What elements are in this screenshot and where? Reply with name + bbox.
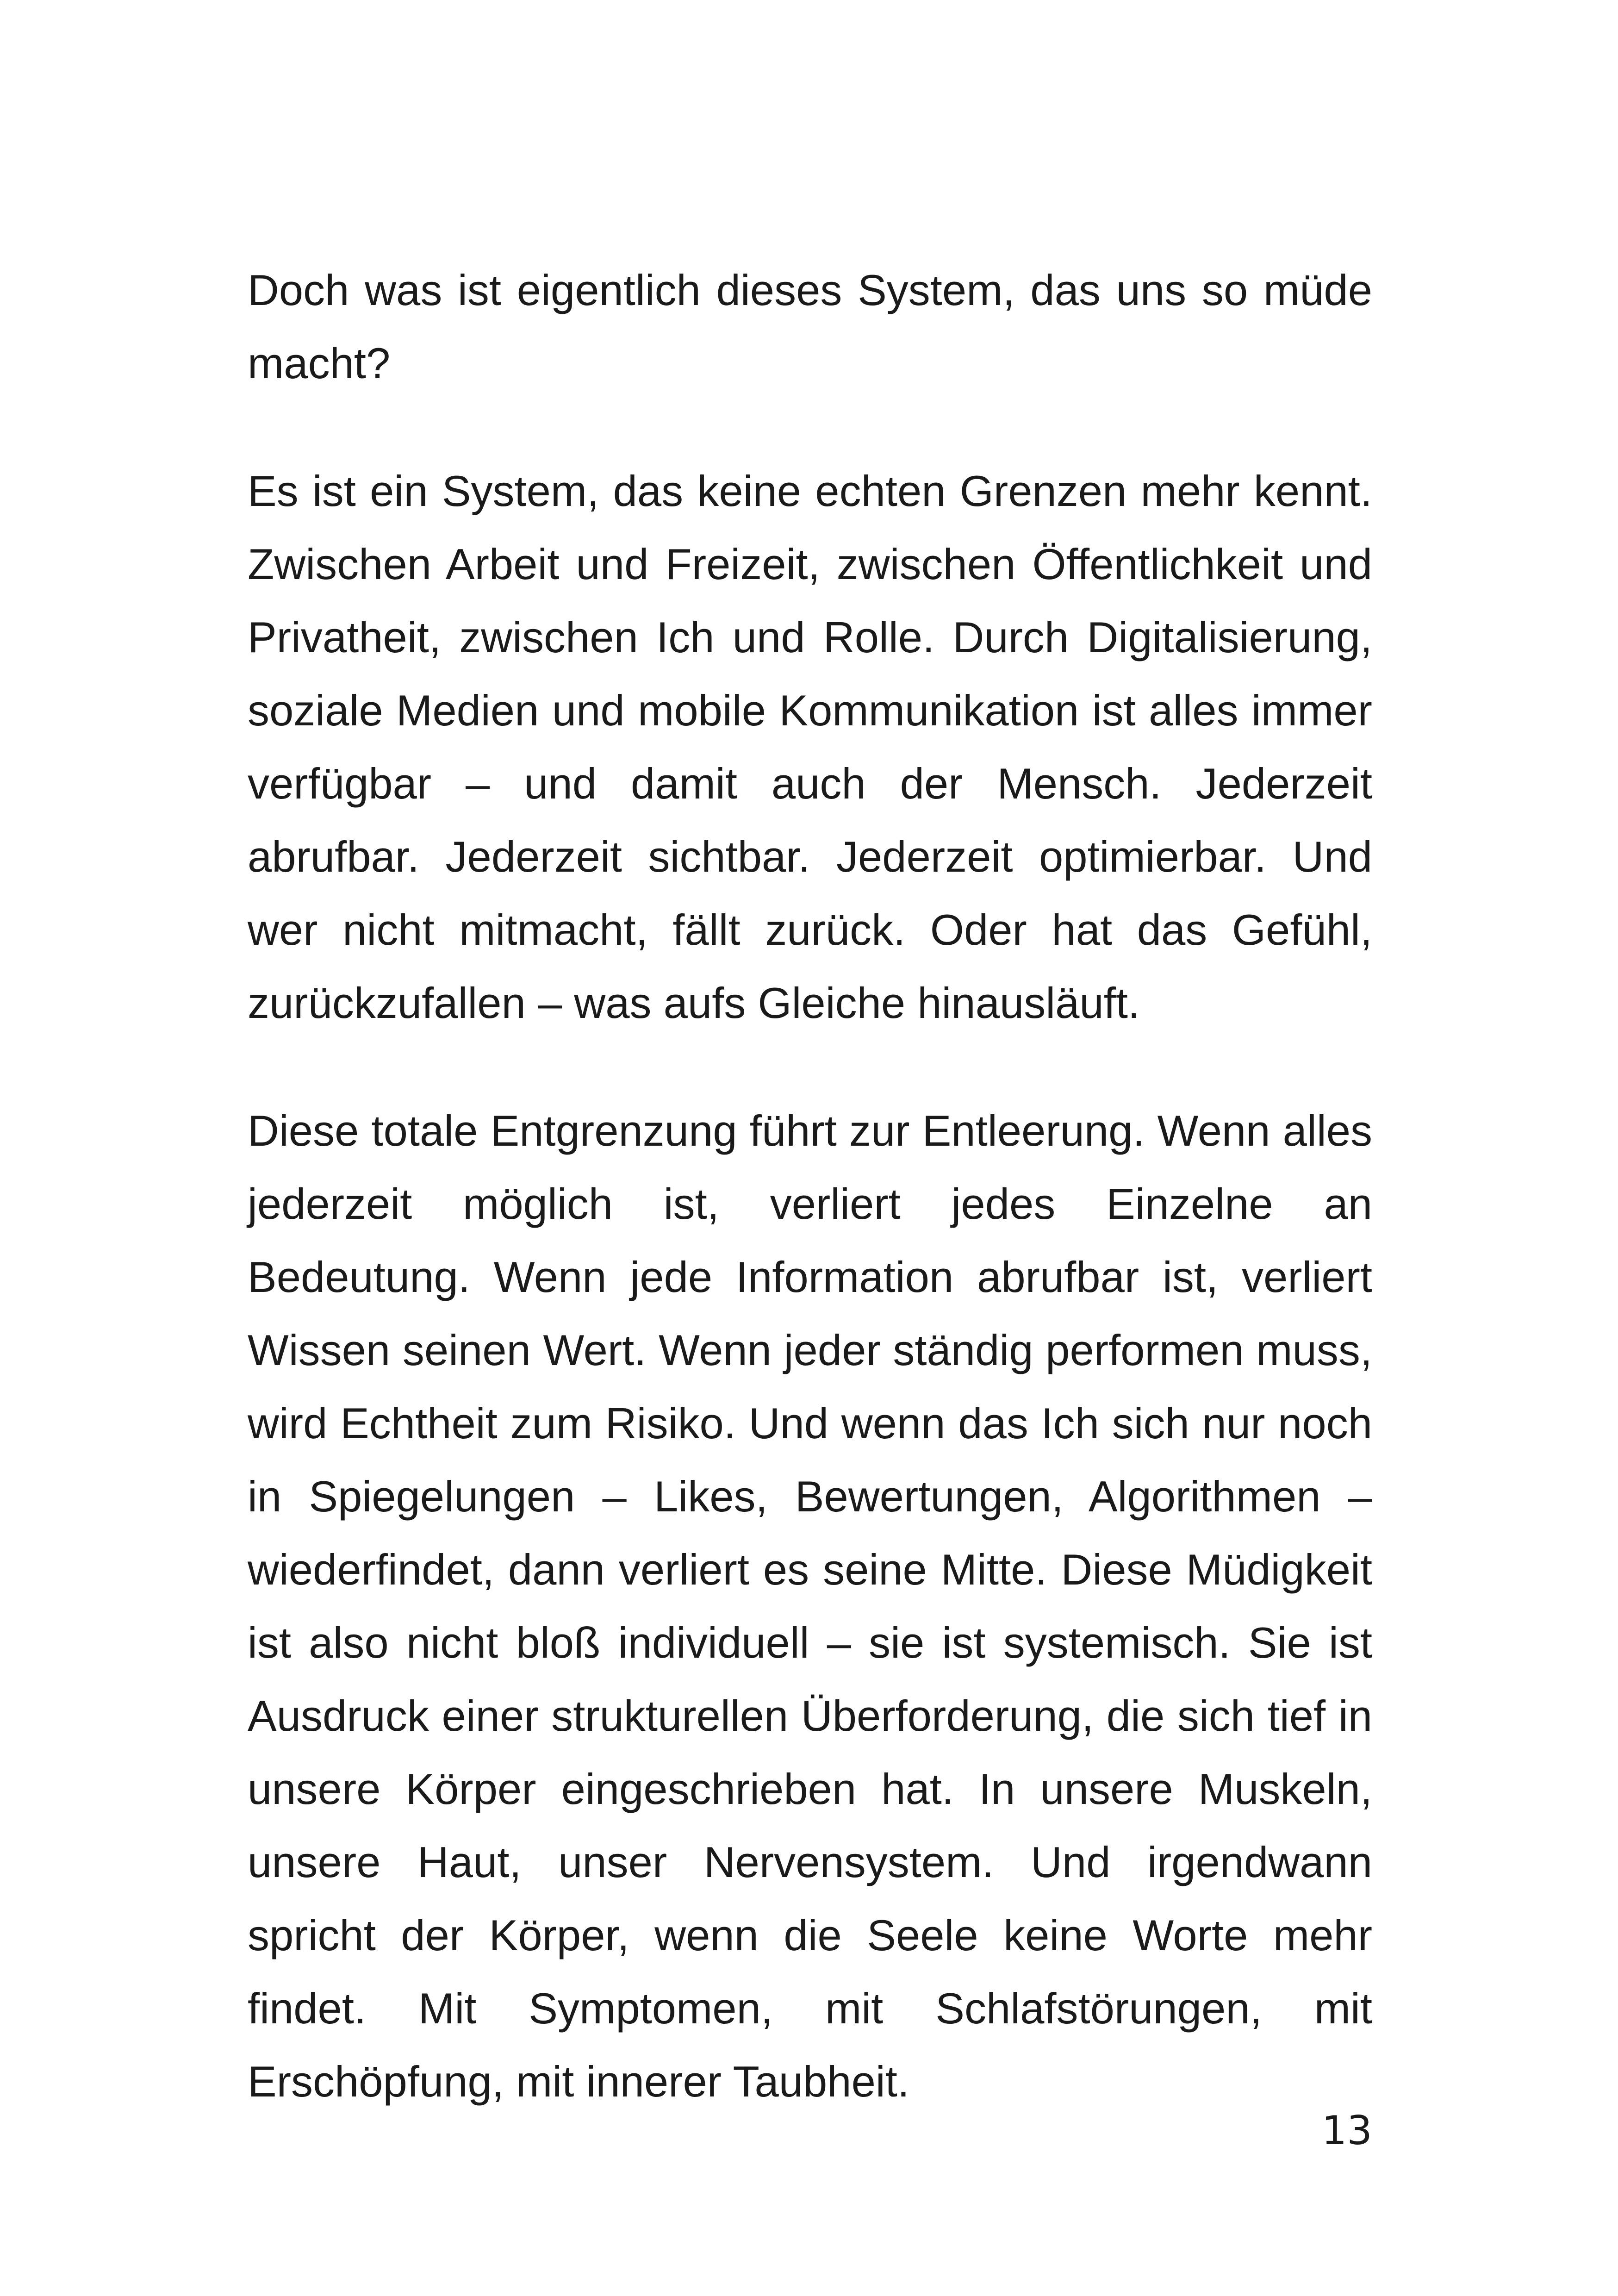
page-number: 13 — [1321, 2108, 1372, 2154]
paragraph-3: Diese totale Entgrenzung führt zur Entleerung. Wenn alles jederzeit möglich ist, verliert jedes Einzelne an Bedeutung. Wenn jede Information abrufbar ist, verliert Wissen seinen Wert. Wenn jeder ständig performen muss, wird Echtheit zum Risiko. Und wenn das Ich sich nur noch in Spiegelungen – Likes, Bewertungen, Algorithmen – wiederfindet, dann verliert es seine Mitte. Diese Müdigkeit ist also nicht bloß individuell – sie ist systemisch. Sie ist Ausdruck einer strukturellen Überforderung, die sich tief in unsere Körper eingeschrieben hat. In unsere Muskeln, unsere Haut, unser Nervensystem. Und irgendwann spricht der Körper, wenn die Seele keine Worte mehr findet. Mit Symptomen, mit Schlafstörungen, mit Erschöpfung, mit innerer Taubheit. — [248, 1106, 1372, 2106]
body-text — [248, 254, 1372, 2118]
paragraph-2: Es ist ein System, das keine echten Grenzen mehr kennt. Zwischen Arbeit und Freizeit, zwischen Öffentlichkeit und Privatheit, zwischen Ich und Rolle. Durch Digitalisierung, soziale Medien und mobile Kommunikation ist alles immer verfügbar – und damit auch der Mensch. Jederzeit abrufbar. Jederzeit sichtbar. Jederzeit optimierbar. Und wer nicht mitmacht, fällt zurück. Oder hat das Gefühl, zurückzufallen – was aufs Gleiche hinausläuft. — [248, 467, 1372, 1027]
paragraph-1: Doch was ist eigentlich dieses System, das uns so müde macht? — [248, 266, 1372, 387]
